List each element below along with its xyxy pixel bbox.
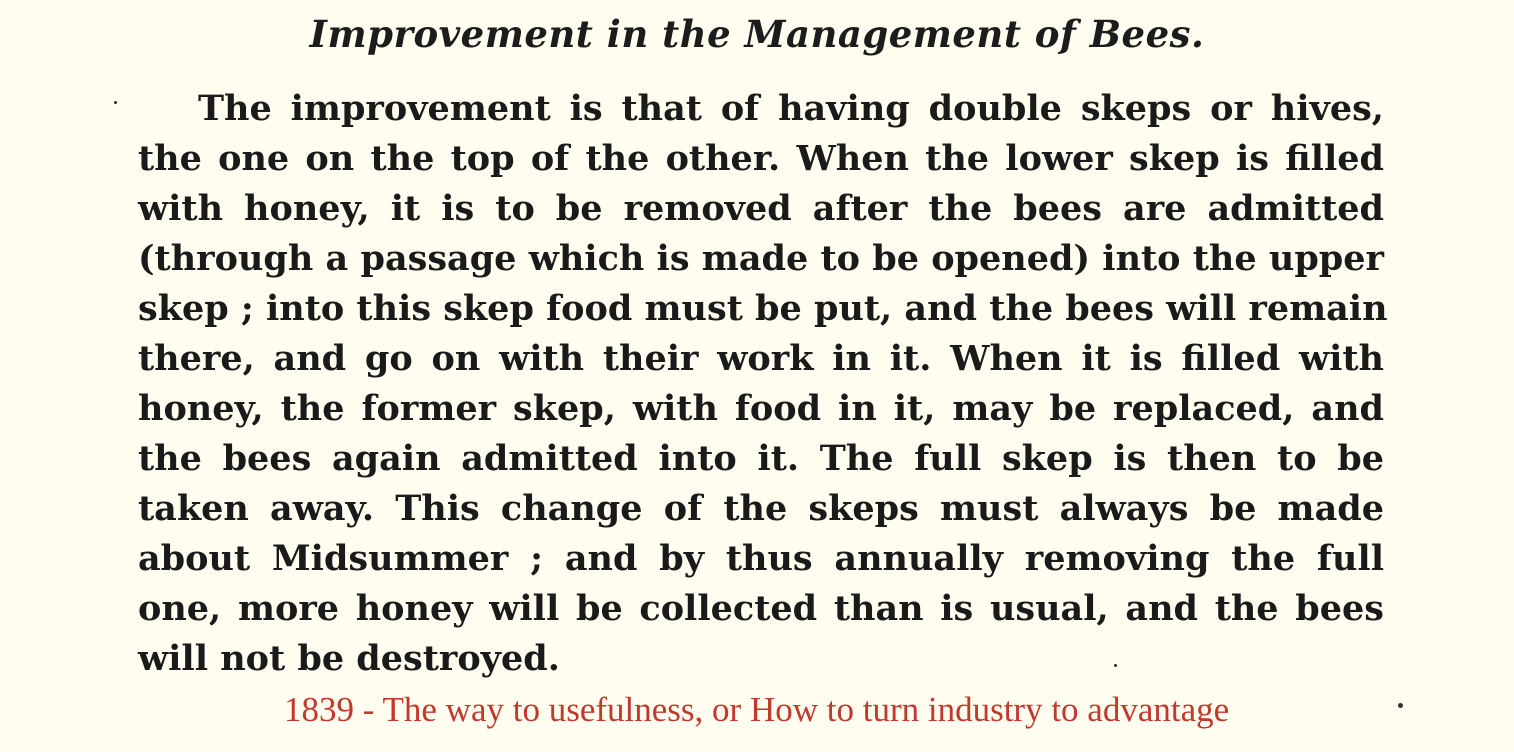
ink-speck xyxy=(1114,664,1117,667)
paragraph-line-10: about Midsummer ; and by thus annually removing the full xyxy=(138,538,1384,579)
ink-speck xyxy=(114,101,117,104)
paragraph-line-7: honey, the former skep, with food in it, may be replaced, and xyxy=(138,388,1384,429)
paragraph-line-2: the one on the top of the other. When the lower skep is filled xyxy=(138,138,1384,179)
paragraph-line-5: skep ; into this skep food must be put, and the bees will remain xyxy=(138,288,1388,329)
ink-speck xyxy=(1398,703,1403,708)
body-paragraph xyxy=(138,84,1388,684)
paragraph-line-11: one, more honey will be collected than is usual, and the bees xyxy=(138,588,1384,629)
paragraph-line-9: taken away. This change of the skeps must always be made xyxy=(138,488,1384,529)
paragraph-line-12: will not be destroyed. xyxy=(138,638,560,679)
document-title: Improvement in the Management of Bees. xyxy=(309,12,1205,56)
paragraph-line-3: with honey, it is to be removed after the bees are admitted xyxy=(138,188,1384,229)
paragraph-line-8: the bees again admitted into it. The full skep is then to be xyxy=(138,438,1384,479)
paragraph-line-1: The improvement is that of having double skeps or hives, xyxy=(198,88,1384,129)
paragraph-line-4: (through a passage which is made to be opened) into the upper xyxy=(138,238,1384,279)
paragraph-line-6: there, and go on with their work in it. When it is filled with xyxy=(138,338,1384,379)
source-caption: 1839 - The way to usefulness, or How to turn industry to advantage xyxy=(284,690,1230,729)
